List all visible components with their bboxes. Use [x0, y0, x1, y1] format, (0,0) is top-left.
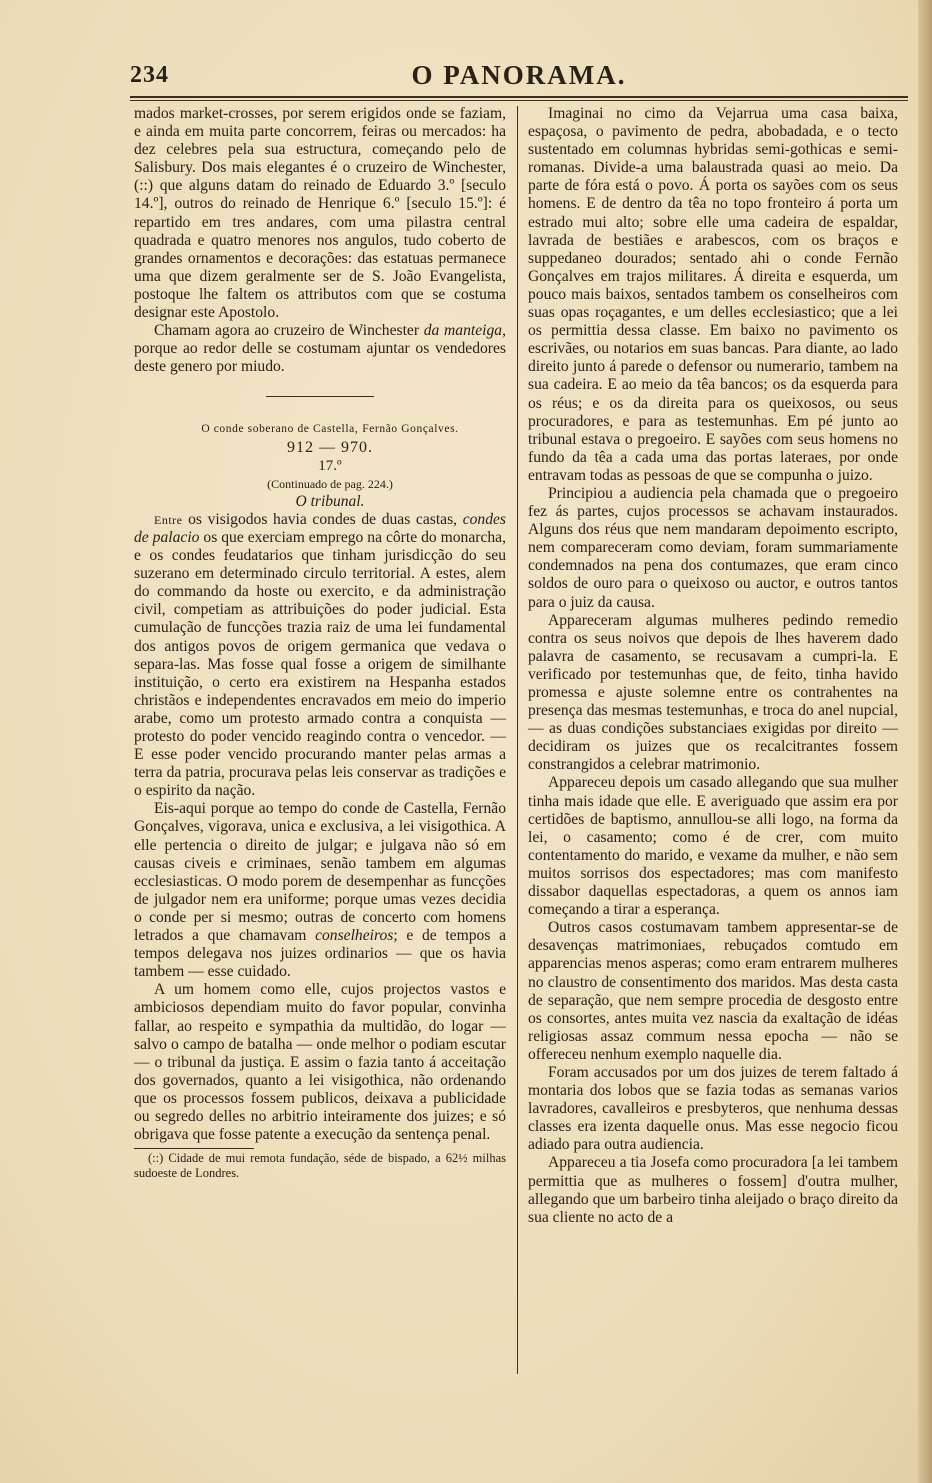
header-rule [130, 96, 908, 98]
paragraph-text: A um homem como elle, cujos projectos vastos e ambiciosos dependiam muito do favor popular, convinha fallar, ao respeito e sympathia da multidão, do logar — salvo o campo de batalha — onde melhor o podiam escutar — o tribunal da justiça. E assim o fazia tanto á acceitação dos governados, quanto a lei visigothica, não ordenando que os processos fossem publicos, deixava a publicidade ou segredo delles no arbitrio inteiramente dos juizes; e só obrigava que fosse patente a execução da sentença penal. [134, 981, 506, 1144]
paragraph: Appareceram algumas mulheres pedindo remedio contra os seus noivos que depois de lhes haverem dado palavra de casamento, se recusavam a cumpri-la. E verificado por testemunhas que, de feito, tinha havido promessa e ajuste solemne entre os contrahentes na presença das mesmas testemunhas, e troca do anel nupcial, — as duas condições substanciaes exigidas por direito — decidiram os juizes que os recalcitrantes fossem constrangidos a celebrar matrimonio. [528, 611, 898, 774]
page-number: 234 [130, 62, 169, 88]
article-subtitle: O tribunal. [295, 492, 365, 510]
paragraph: Principiou a audiencia pela chamada que o pregoeiro fez ás partes, cujos processos se achavam instaurados. Alguns dos réus que nem mandaram depoimento escripto, nem compareceram como deviam, foram summariamente condemnados na pena dos contumazes, que eram cinco soldos de ouro para o queixoso ou auctor, e outros tantos para o juiz da causa. [528, 484, 898, 611]
paragraph [134, 105, 506, 322]
paragraph: Imaginai no cimo da Vejarrua uma casa baixa, espaçosa, o pavimento de pedra, abobadada, e o tecto sustentado em columnas hybridas semi-gothicas e semi-romanas. Divide-a uma balaustrada quasi ao meio. Da parte de fóra está o povo. Á porta os sayões com os seus homens. E de dentro da têa no topo fronteiro á porta um estrado mui alto; sobre elle uma cadeira de espaldar, lavrada de bestiães e arabescos, com os braços e suppedaneo dourados; sentado ahi o conde Fernão Gonçalves em trajos militares. Á direita e esquerda, um pouco mais baixos, sentados tambem os conselheiros com suas opas roçagantes, e um delles ecclesiastico; que a lei os permittia dessa classe. Em baixo no pavimento os escrivães, ou notarios em suas bancas. Para diante, ao lado direito junto á parede o defensor ou numerario, tambem na sua cadeira. E ao meio da têa bancos; os da esquerda para os réus; e os da direita para os queixosos, ou seus procuradores, e para as testemunhas. Em pé junto ao tribunal estava o pregoeiro. E sayões com seus homens no fundo da têa a cada uma das portas lateraes, por onde entravam todas as pessoas de que se compunha o juizo. [528, 105, 898, 484]
paragraph [134, 800, 506, 981]
paragraph [134, 322, 506, 376]
italic-phrase: condes de palacio [134, 510, 506, 546]
journal-title: O PANORAMA. [411, 60, 627, 90]
column-divider [517, 106, 518, 1374]
paragraph-text: ; e de tempos a tempos delegava nos juizes ordinarios — que os havia tambem — esse cuidado. [134, 927, 506, 981]
section-separator [266, 396, 374, 397]
paragraph: Appareceu depois um casado allegando que sua mulher tinha mais idade que elle. E averiguado que assim era por certidões de baptismo, annullou-se alli logo, na forma da lei, o casamento; como é de crer, com muito contentamento do marido, e vexame da mulher, e não sem muitos sorrisos dos espectadores; mas com manifesto dissabor daquellas espectadoras, a quem os annos iam começando a tirar a esperança. [528, 774, 898, 919]
footnote-rule [134, 1148, 254, 1149]
paragraph [134, 981, 506, 1144]
heading-lead: O conde soberano de Castella, [201, 423, 359, 436]
paragraph: Outros casos costumavam tambem appresentar-se de desavenças matrimoniaes, rebuçados comtudo em apparencias menos asperas; como eram entrarem mulheres no claustro de consentimento dos maridos. Mas desta casta de separação, que nem sempre procedia de desgosto entre os consortes, antes muita vez nascia da exaltação de idéas religiosas assaz commum nessa epocha — não se offereceu nenhum exemplo naquelle dia. [528, 919, 898, 1063]
header-rule-thin [130, 100, 908, 101]
paragraph-text: os visigodos havia condes de duas castas, [182, 510, 463, 528]
footnote-text: (::) Cidade de mui remota fundação, séde de bispado, a 62½ milhas sudoeste de Londres. [134, 1151, 506, 1180]
footnote [134, 1151, 506, 1180]
binding-edge [918, 0, 932, 1483]
paragraph-text: mados market-crosses, por serem erigidos onde se faziam, e ainda em muita parte concorrem, feiras ou mercados: ha dez celebres pela sua estructura, começando pelo de Salisbury. Dos mais elegantes é o cruzeiro de Winchester, (::) que alguns datam do reinado de Eduardo 3.º [seculo 14.º], outros do reinado de Henrique 6.º [seculo 15.º]: é repartido em tres andares, com uma pilastra central quadrada e quatro menores nos angulos, tudo coberto de grandes ornamentos e decorações: das estatuas permanece uma que dizem geralmente ser de S. João Evangelista, postoque lhe faltem os attributos com que se costuma designar este Apostolo. [134, 105, 506, 322]
paragraph-text: os que exerciam emprego na côrte do monarcha, e os condes feudatarios que tinham jurisdicção do seu suzerano em determinado circulo territorial. A estes, alem do commando da hoste ou exercito, e da administração civil, competiam as attribuições do poder judicial. Esta cumulação de funcções trazia raiz de uma lei fundamental dos antigos povos de origem germanica que vedava o separa-las. Mas fosse qual fosse a origem de similhante instituição, o certo era existirem na Hespanha estados christãos e independentes encravados em meio do imperio arabe, como um protesto armado contra a conquista — protesto do poder vencido reagindo contra o vencedor. — E esse poder vencido procurando manter pelas armas a terra da patria, procurava pelas leis conservar as tradições e o espirito da nação. [134, 528, 506, 800]
paragraph: Appareceu a tia Josefa como procuradora [a lei tambem permittia que as mulheres o fossem] d'outra mulher, allegando que um barbeiro tinha aleijado o braço direito da sua cliente no acto de a [528, 1154, 898, 1226]
article-number: 17.º [318, 457, 342, 474]
paragraph: Foram accusados por um dos juizes de terem faltado á montaria dos lobos que se fazia todas as semanas varios lavradores, cavalleiros e presbyteros, que nenhuma dessas classes era izenta daquelle onus. Mas esse negocio ficou adiado para outra audiencia. [528, 1063, 898, 1154]
left-column [134, 105, 506, 1180]
italic-phrase: da manteiga [423, 322, 503, 340]
article-heading [134, 419, 506, 438]
right-column [528, 105, 898, 1227]
paragraph-text: Eis-aqui porque ao tempo do conde de Castella, Fernão Gonçalves, vigorava, unica e exclusiva, a lei visigothica. A elle pertencia o direito de julgar; e julgava não só em causas civeis e criminaes, senão tambem em algumas ecclesiasticas. O modo porem de desempenhar as funcções de julgador nem era uniforme; porque umas vezes decidia o conde per si mesmo; outras de concerto com homens letrados a que chamavam [134, 800, 506, 945]
article-dates: 912 — 970. [287, 438, 373, 456]
lead-word: Entre [154, 512, 183, 527]
paragraph [134, 511, 506, 801]
italic-phrase: conselheiros [315, 927, 394, 945]
heading-name: Fernão Gonçalves. [362, 423, 459, 436]
page-header [130, 60, 908, 94]
paragraph-text: Chamam agora ao cruzeiro de Winchester [154, 322, 424, 340]
paragraph-text: , porque ao redor delle se costumam ajuntar os vendedores deste genero por miudo. [134, 322, 506, 376]
continued-note: (Continuado de pag. 224.) [267, 476, 393, 491]
